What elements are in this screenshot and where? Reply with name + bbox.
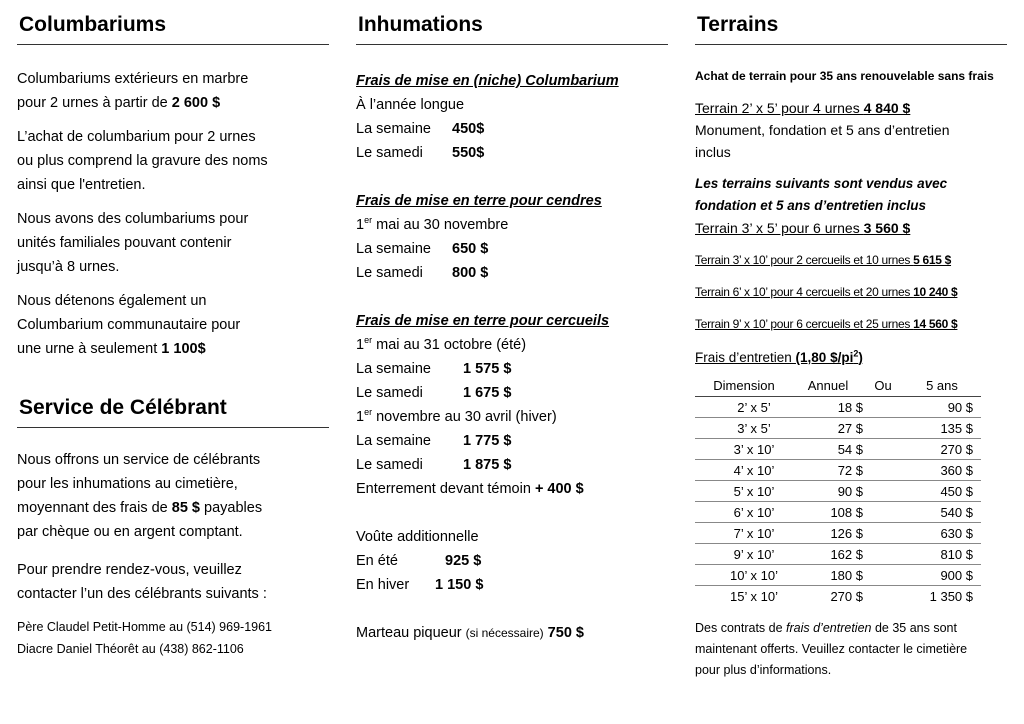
columbariums-paragraph-3: Nous avons des columbariums pour unités familiales pouvant contenir jusqu’à 8 urnes. — [17, 211, 249, 275]
table-row: 7’ x 10’ 126 $ 630 $ — [695, 523, 981, 544]
column-inhumations: Inhumations Frais de mise en (niche) Columbarium À l’année longue La semaine 450$ Le samedi 550$ Frais de mise en terre pour cendres 1er mai au 30 novembre La semaine 650 $ Le samedi 800 $ Frais de mise en terre pour cercueils 1er mai au 31 octobre (été) La semaine 1 575 $ Le samedi 1 675 $ 1er novembre au 30 avril (hiver) La semaine 1 775 $ Le samedi 1 875 $ Enterrement devant témoin + 400 $ Voûte additionnelle En été 925 $ En hiver 1 150 $ Marteau piqueur (si nécessaire) 750 $ — [356, 12, 668, 645]
niche-saturday-row: Le samedi 550$ — [356, 145, 485, 161]
table-row: 4’ x 10’ 72 $ 360 $ — [695, 460, 981, 481]
table-row: 3’ x 10’ 54 $ 270 $ — [695, 439, 981, 460]
celebrant-price: 85 $ — [171, 500, 200, 516]
table-row: 3’ x 5’ 27 $ 135 $ — [695, 418, 981, 439]
table-row: 5’ x 10’ 90 $ 450 $ — [695, 481, 981, 502]
celebrant-contact-2: Diacre Daniel Théorêt au (438) 862-1106 — [17, 642, 244, 656]
columbariums-paragraph-4: Nous détenons également un Columbarium communautaire pour une urne à seulement 1 100$ — [17, 293, 241, 357]
terrain-6x10-row: Terrain 6’ x 10’ pour 4 cercueils et 20 urnes 10 240 $ — [695, 285, 958, 299]
witness-burial-row: Enterrement devant témoin + 400 $ — [356, 481, 584, 497]
terrain-2x5-row: Terrain 2’ x 5’ pour 4 urnes 4 840 $ — [695, 100, 911, 116]
table-header-row — [695, 375, 981, 397]
community-columbarium-price: 1 100$ — [161, 341, 206, 357]
terrains-intro: Achat de terrain pour 35 ans renouvelable sans frais — [695, 69, 994, 83]
maintenance-contracts-note: Des contrats de frais d’entretien de 35 ans sont maintenant offerts. Veuillez contacter le cimetière pour plus d’informations. — [695, 621, 968, 677]
table-row: 6’ x 10’ 108 $ 540 $ — [695, 502, 981, 523]
terrain-3x5-row: Terrain 3’ x 5’ pour 6 urnes 3 560 $ — [695, 220, 911, 236]
column-header-annual: Annuel — [793, 375, 863, 397]
terrain-3x10-row: Terrain 3’ x 10’ pour 2 cercueils et 10 urnes 5 615 $ — [695, 253, 952, 267]
vault-summer-row: En été 925 $ — [356, 553, 482, 569]
table-row: 9’ x 10’ 162 $ 810 $ — [695, 544, 981, 565]
coffins-section-title: Frais de mise en terre pour cercueils — [356, 313, 610, 329]
columbariums-paragraph-2: L’achat de columbarium pour 2 urnes ou plus comprend la gravure des noms ainsi que l'entretien. — [17, 129, 268, 193]
columbariums-heading: Columbariums — [17, 12, 329, 45]
celebrant-paragraph-2: Pour prendre rendez-vous, veuillez contacter l’un des célébrants suivants : — [17, 562, 267, 602]
column-header-dimension: Dimension — [695, 375, 793, 397]
coffins-summer-saturday-row: Le samedi 1 675 $ — [356, 385, 512, 401]
ashes-saturday-row: Le samedi 800 $ — [356, 265, 489, 281]
column-header-five-years: 5 ans — [903, 375, 981, 397]
vault-winter-row: En hiver 1 150 $ — [356, 577, 484, 593]
column-columbariums — [17, 12, 329, 660]
ashes-section-title: Frais de mise en terre pour cendres — [356, 193, 602, 209]
columbariums-paragraph-1: Columbariums extérieurs en marbre pour 2 urnes à partir de 2 600 $ — [17, 71, 249, 111]
columbarium-price: 2 600 $ — [171, 95, 221, 111]
column-terrains — [695, 12, 1007, 681]
column-header-or: Ou — [863, 375, 903, 397]
celebrant-contacts — [17, 616, 329, 660]
maintenance-fees-title: Frais d’entretien (1,80 $\$/pi^2$) — [695, 348, 863, 365]
ashes-weekday-row: La semaine 650 $ — [356, 241, 489, 257]
table-row: 15’ x 10’ 270 $ 1 350 $ — [695, 586, 981, 607]
coffins-winter-weekday-row: La semaine 1 775 $ — [356, 433, 512, 449]
celebrant-heading: Service de Célébrant — [17, 395, 329, 428]
vault-title: Voûte additionnelle — [356, 529, 479, 545]
inhumations-heading: Inhumations — [356, 12, 668, 45]
celebrant-contact-1: Père Claudel Petit-Homme au (514) 969-1961 — [17, 620, 272, 634]
celebrant-paragraph-1: Nous offrons un service de célébrants pour les inhumations au cimetière, moyennant des frais de 85 $ payables par chèque ou en argent comptant. — [17, 452, 263, 540]
table-row: 2’ x 5’ 18 $ 90 $ — [695, 397, 981, 418]
terrains-heading: Terrains — [695, 12, 1007, 45]
terrain-9x10-row: Terrain 9’ x 10’ pour 6 cercueils et 25 urnes 14 560 $ — [695, 317, 958, 331]
terrains-note: Les terrains suivants sont vendus avec fondation et 5 ans d’entretien inclus — [695, 176, 948, 213]
niche-weekday-row: La semaine 450$ — [356, 121, 485, 137]
table-row: 10’ x 10’ 180 $ 900 $ — [695, 565, 981, 586]
coffins-summer-weekday-row: La semaine 1 575 $ — [356, 361, 512, 377]
maintenance-fees-table — [695, 375, 981, 606]
jackhammer-row: Marteau piqueur (si nécessaire) 750 $ — [356, 625, 584, 641]
niche-section-title: Frais de mise en (niche) Columbarium — [356, 73, 619, 89]
terrain-2x5-description: Monument, fondation et 5 ans d’entretien inclus — [695, 122, 950, 160]
coffins-winter-saturday-row: Le samedi 1 875 $ — [356, 457, 512, 473]
